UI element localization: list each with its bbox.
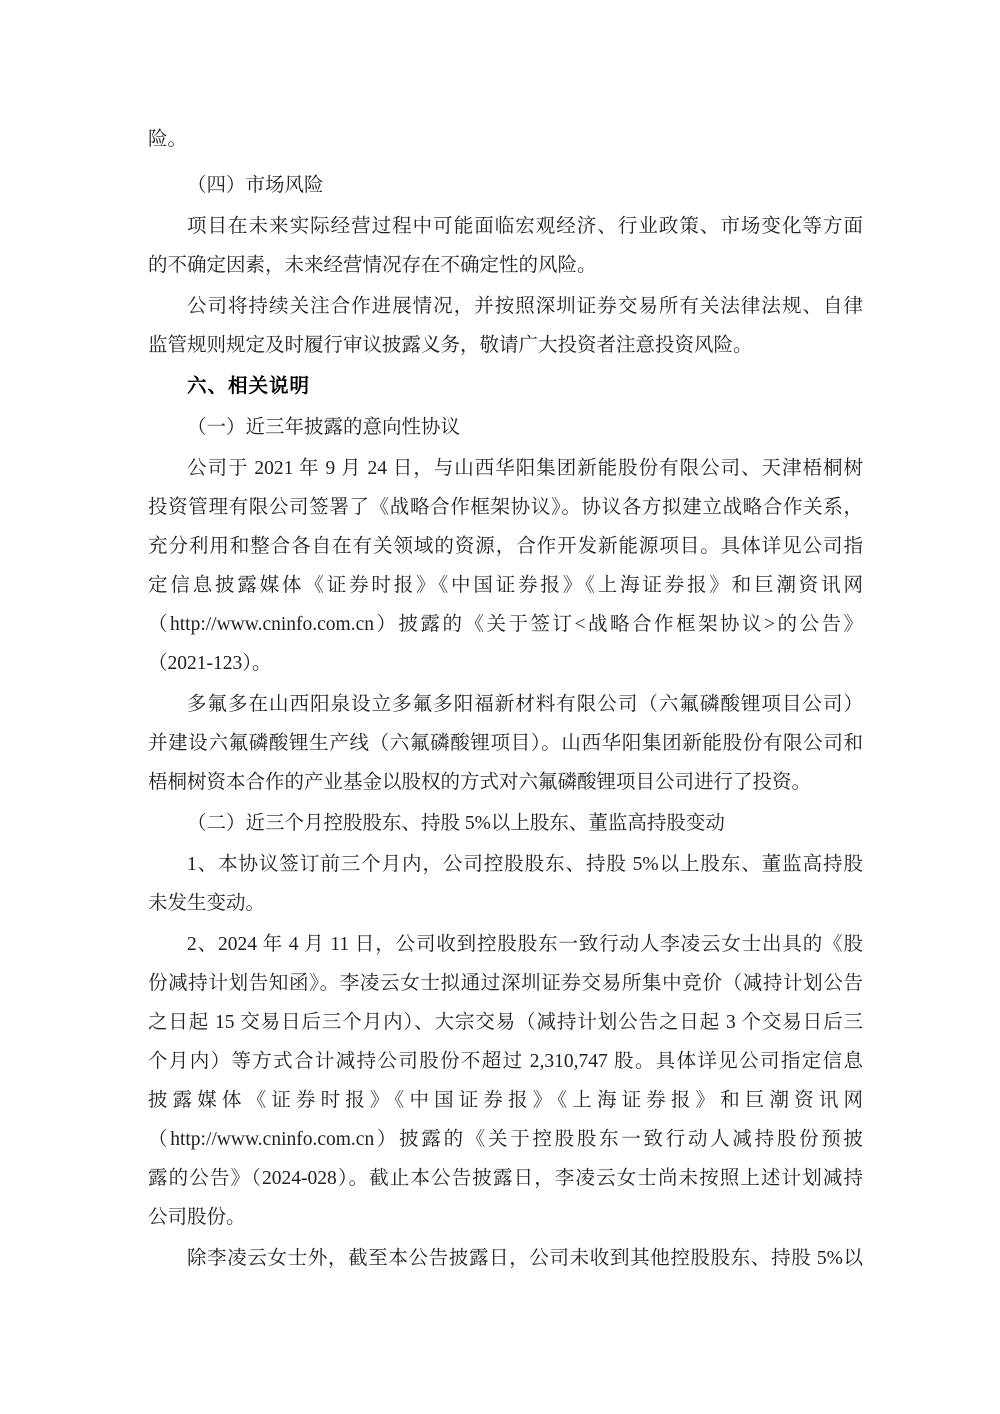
paragraph <box>148 1239 863 1278</box>
paragraph <box>148 120 863 159</box>
text-line: 充分利用和整合各自在有关领域的资源，合作开发新能源项目。具体详见公司指 <box>148 536 863 557</box>
heading-text: （二）近三个月控股股东、持股 5%以上股东、董监高持股变动 <box>187 813 725 834</box>
text-line: 投资管理有限公司签署了《战略合作框架协议》。协议各方拟建立战略合作关系， <box>148 497 863 518</box>
text-line: 露的公告》（2024-028）。截止本公告披露日，李凌云女士尚未按照上述计划减持 <box>148 1168 863 1189</box>
text-line: 2、2024 年 4 月 11 日，公司收到控股股东一致行动人李凌云女士出具的《股 <box>187 934 863 955</box>
paragraph <box>148 685 863 802</box>
heading-text: （一）近三年披露的意向性协议 <box>187 417 461 438</box>
text-line: 并建设六氟磷酸锂生产线（六氟磷酸锂项目）。山西华阳集团新能股份有限公司和 <box>148 733 863 754</box>
document-page <box>148 120 863 1280</box>
paragraph <box>148 207 863 285</box>
text-line: （http://www.cninfo.com.cn）披露的《关于控股股东一致行动人减持股份预披 <box>148 1129 863 1150</box>
paragraph <box>148 925 863 1237</box>
paragraph <box>148 449 863 683</box>
heading-text: （四）市场风险 <box>187 175 324 196</box>
text-line: 披露媒体《证券时报》《中国证券报》《上海证券报》和巨潮资讯网 <box>148 1090 863 1111</box>
text-line: 定信息披露媒体《证券时报》《中国证券报》《上海证券报》和巨潮资讯网 <box>148 575 863 596</box>
text-line: 监管规则规定及时履行审议披露义务，敬请广大投资者注意投资风险。 <box>148 335 753 356</box>
text-line: 公司将持续关注合作进展情况，并按照深圳证券交易所有关法律法规、自律 <box>187 296 863 317</box>
text-line: 项目在未来实际经营过程中可能面临宏观经济、行业政策、市场变化等方面 <box>187 216 863 237</box>
subsection-heading <box>148 166 863 205</box>
text-line: 之日起 15 交易日后三个月内）、大宗交易（减持计划公告之日起 3 个交易日后三 <box>148 1012 863 1033</box>
text-line: 份减持计划告知函》。李凌云女士拟通过深圳证券交易所集中竞价（减持计划公告 <box>148 973 863 994</box>
text-line: 未发生变动。 <box>148 893 266 914</box>
subsection-heading <box>148 408 863 447</box>
paragraph <box>148 845 863 923</box>
heading-text: 六、相关说明 <box>187 376 311 397</box>
subsection-heading <box>148 804 863 843</box>
paragraph <box>148 287 863 365</box>
text-line: 除李凌云女士外，截至本公告披露日，公司未收到其他控股股东、持股 5%以 <box>187 1248 863 1269</box>
section-heading <box>148 367 863 406</box>
text-line: 1、本协议签订前三个月内，公司控股股东、持股 5%以上股东、董监高持股 <box>187 854 863 875</box>
text-line: （2021-123）。 <box>148 653 272 674</box>
text-line: 的不确定因素，未来经营情况存在不确定性的风险。 <box>148 255 597 276</box>
text-line: 险。 <box>148 129 188 150</box>
text-line: 公司股份。 <box>148 1207 246 1228</box>
text-line: （http://www.cninfo.com.cn）披露的《关于签订<战略合作框架协议>的公告》 <box>148 614 863 635</box>
text-line: 梧桐树资本合作的产业基金以股权的方式对六氟磷酸锂项目公司进行了投资。 <box>148 772 812 793</box>
text-line: 公司于 2021 年 9 月 24 日，与山西华阳集团新能股份有限公司、天津梧桐树 <box>187 458 863 479</box>
text-line: 多氟多在山西阳泉设立多氟多阳福新材料有限公司（六氟磷酸锂项目公司） <box>187 694 863 715</box>
text-line: 个月内）等方式合计减持公司股份不超过 2,310,747 股。具体详见公司指定信息 <box>148 1051 863 1072</box>
